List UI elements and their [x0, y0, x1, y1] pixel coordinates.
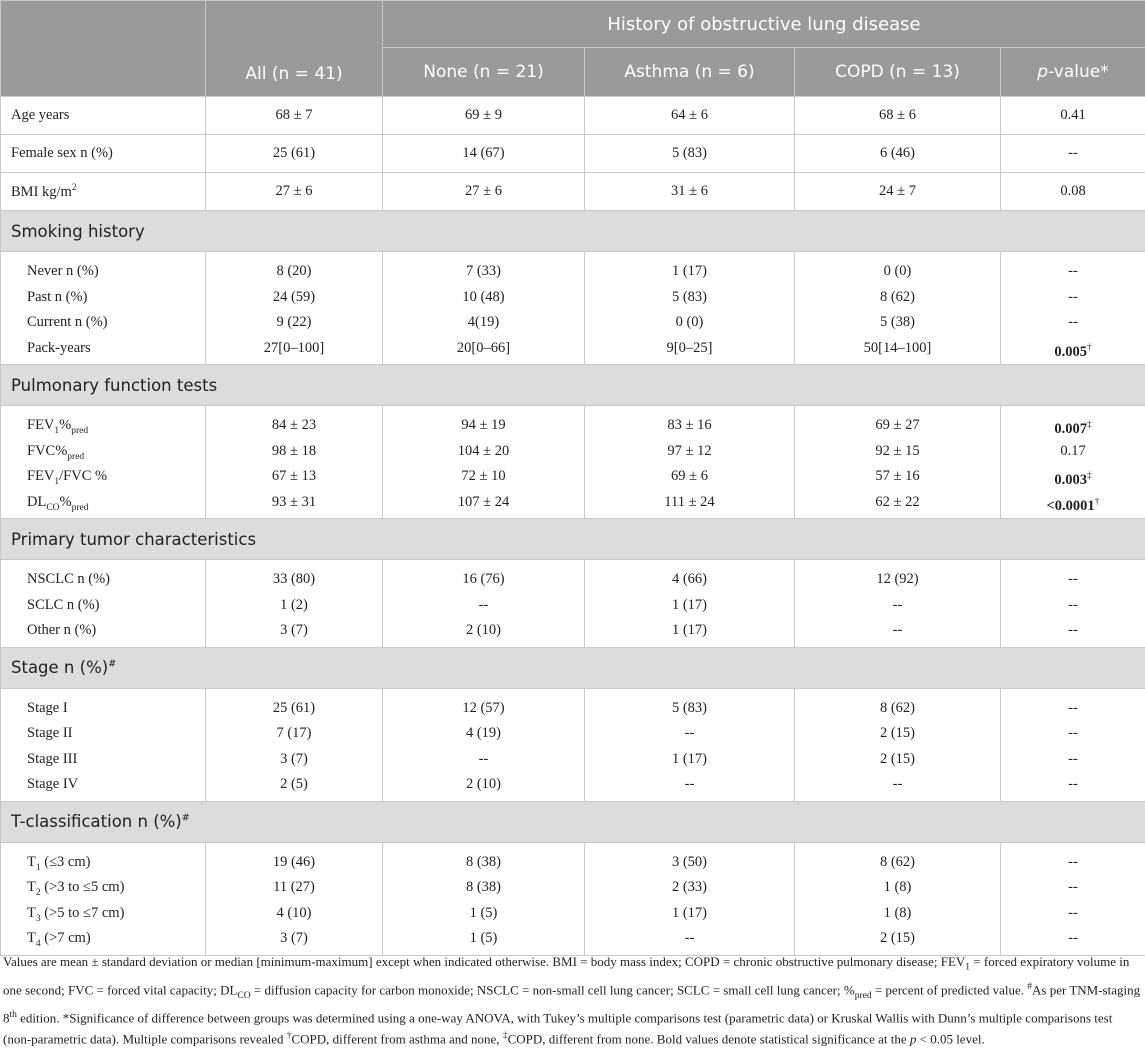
cells-pvalue: -- -- -- -- [1001, 688, 1145, 801]
cell-asthma: 31 ± 6 [585, 173, 795, 211]
cell-all: 25 (61) [206, 135, 383, 173]
row-age [1, 97, 1145, 135]
cell-none: 27 ± 6 [383, 173, 585, 211]
row-labels: Stage I Stage II Stage III Stage IV [1, 688, 206, 801]
section-title: Pulmonary function tests [1, 365, 1145, 406]
tumor-rows [1, 560, 1145, 648]
cell-copd: 6 (46) [795, 135, 1001, 173]
col-header-pvalue: p-value* [1001, 48, 1145, 97]
section-smoking [1, 211, 1145, 252]
section-primary-tumor [1, 519, 1145, 560]
col-header-copd: COPD (n = 13) [795, 48, 1001, 97]
cell-pvalue: 0.08 [1001, 173, 1145, 211]
row-label: Female sex n (%) [1, 135, 206, 173]
cells-pvalue: -- -- -- [1001, 560, 1145, 648]
header-empty-cell [1, 1, 206, 97]
cells-all: 84 ± 23 98 ± 18 67 ± 13 93 ± 31 [206, 406, 383, 519]
section-title: T-classification n (%)# [1, 801, 1145, 842]
stage-rows [1, 688, 1145, 801]
section-title: Smoking history [1, 211, 1145, 252]
cells-all: 33 (80) 1 (2) 3 (7) [206, 560, 383, 648]
section-t-classification [1, 801, 1145, 842]
col-header-none: None (n = 21) [383, 48, 585, 97]
group-header: History of obstructive lung disease [383, 1, 1145, 48]
cells-none: 12 (57) 4 (19) -- 2 (10) [383, 688, 585, 801]
cell-pvalue: -- [1001, 135, 1145, 173]
cells-pvalue: 0.007‡ 0.17 0.003‡ <0.0001† [1001, 406, 1145, 519]
cells-asthma: 1 (17) 5 (83) 0 (0) 9[0–25] [585, 252, 795, 365]
cells-asthma: 4 (66) 1 (17) 1 (17) [585, 560, 795, 648]
cells-asthma: 5 (83) -- 1 (17) -- [585, 688, 795, 801]
cell-copd: 68 ± 6 [795, 97, 1001, 135]
cells-copd: 12 (92) -- -- [795, 560, 1001, 648]
cells-none: 94 ± 19 104 ± 20 72 ± 10 107 ± 24 [383, 406, 585, 519]
section-pulmonary-function [1, 365, 1145, 406]
col-header-asthma: Asthma (n = 6) [585, 48, 795, 97]
cell-all: 68 ± 7 [206, 97, 383, 135]
cells-none: 16 (76) -- 2 (10) [383, 560, 585, 648]
row-bmi [1, 173, 1145, 211]
cell-all: 27 ± 6 [206, 173, 383, 211]
cell-none: 14 (67) [383, 135, 585, 173]
cells-asthma: 83 ± 16 97 ± 12 69 ± 6 111 ± 24 [585, 406, 795, 519]
section-title: Stage n (%)# [1, 647, 1145, 688]
cell-asthma: 5 (83) [585, 135, 795, 173]
cells-asthma: 3 (50) 2 (33) 1 (17) -- [585, 842, 795, 955]
cells-pvalue: -- -- -- -- [1001, 842, 1145, 955]
table-header [1, 1, 1145, 97]
smoking-rows [1, 252, 1145, 365]
table-footnote: Values are mean ± standard deviation or median [minimum-maximum] except when indicated otherwise. BMI = body mass index; COPD = chronic obstructive pulmonary disease; $FEV_1$ = forced expiratory volume in one second; FVC = forced vital capacity; $DL_{CO}$ = diffusion capacity for carbon monoxide; NSCLC = non-small cell lung cancer; SCLC = small cell lung cancer; $\%_{pred}$ = percent of predicted value. #As per TNM-staging 8th edition. *Significance of difference between groups was determined using a one-way ANOVA, with Tukey’s multiple comparisons test (parametric data) or Kruskal Wallis with Dunn’s multiple comparisons test (non-parametric data). Multiple comparisons revealed †COPD, different from asthma and none, ‡COPD, different from none. Bold values denote statistical significance at the p < 0.05 level. [3, 954, 1141, 1047]
cell-pvalue: 0.41 [1001, 97, 1145, 135]
row-labels: $T_1$ (≤3 cm) $T_2$ (>3 to ≤5 cm) $T_3$ (>5 to ≤7 cm) $T_4$ (>7 cm) [1, 842, 206, 955]
cells-copd: 69 ± 27 92 ± 15 57 ± 16 62 ± 22 [795, 406, 1001, 519]
cells-all: 25 (61) 7 (17) 3 (7) 2 (5) [206, 688, 383, 801]
row-label: Age years [1, 97, 206, 135]
cells-pvalue: -- -- -- 0.005† [1001, 252, 1145, 365]
cells-none: 7 (33) 10 (48) 4(19) 20[0–66] [383, 252, 585, 365]
cells-copd: 8 (62) 1 (8) 1 (8) 2 (15) [795, 842, 1001, 955]
cells-copd: 0 (0) 8 (62) 5 (38) 50[14–100] [795, 252, 1001, 365]
tclass-rows [1, 842, 1145, 955]
cells-all: 19 (46) 11 (27) 4 (10) 3 (7) [206, 842, 383, 955]
cells-copd: 8 (62) 2 (15) 2 (15) -- [795, 688, 1001, 801]
row-labels: $FEV_1\%_{pred}$ $FVC\%_{pred}$ $FEV_1$/FVC % $DL_{CO}\%_{pred}$ [1, 406, 206, 519]
row-label: BMI $kg/m^2$ [1, 173, 206, 211]
row-labels: Never n (%) Past n (%) Current n (%) Pack-years [1, 252, 206, 365]
col-header-all: All (n = 41) [206, 1, 383, 97]
cell-copd: 24 ± 7 [795, 173, 1001, 211]
row-female-sex [1, 135, 1145, 173]
section-title: Primary tumor characteristics [1, 519, 1145, 560]
cell-asthma: 64 ± 6 [585, 97, 795, 135]
cells-none: 8 (38) 8 (38) 1 (5) 1 (5) [383, 842, 585, 955]
row-labels: NSCLC n (%) SCLC n (%) Other n (%) [1, 560, 206, 648]
cell-none: 69 ± 9 [383, 97, 585, 135]
section-stage [1, 647, 1145, 688]
pft-rows [1, 406, 1145, 519]
cells-all: 8 (20) 24 (59) 9 (22) 27[0–100] [206, 252, 383, 365]
